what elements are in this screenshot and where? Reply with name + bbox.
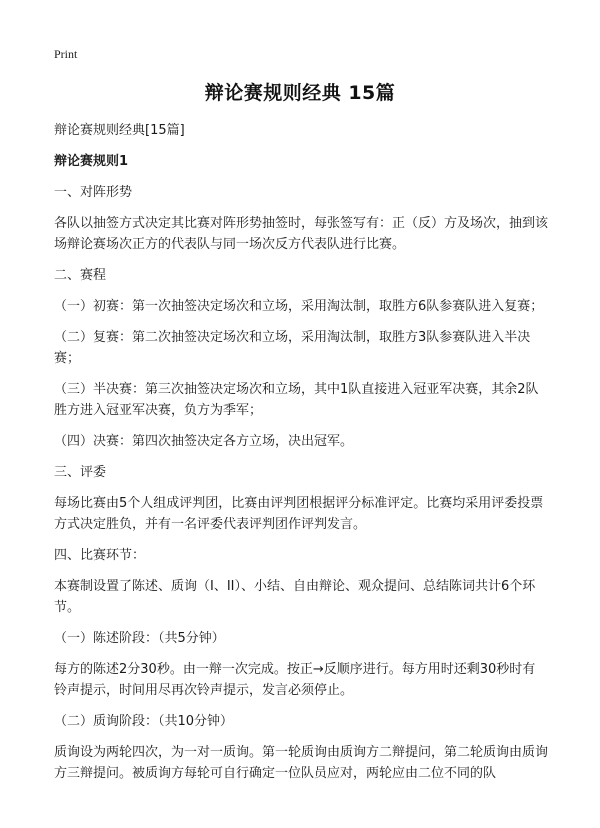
document-title: 辩论赛规则经典 15篇 bbox=[204, 82, 396, 104]
subheading-stages: 四、比赛环节： bbox=[54, 548, 146, 563]
paragraph-second-round: （二）复赛：第二次抽签决定场次和立场，采用淘汰制，取胜方3队参赛队进入半决赛； bbox=[54, 330, 531, 366]
document-body bbox=[54, 120, 548, 784]
subheading-questioning: （二）质询阶段：（共10分钟） bbox=[54, 714, 234, 729]
paragraph-stages: 本赛制设置了陈述、质询（I、II）、小结、自由辩论、观众提问、总结陈词共计6个环节。 bbox=[54, 579, 536, 615]
section-heading: 辩论赛规则1 bbox=[54, 154, 129, 169]
subtitle-line: 辩论赛规则经典[15篇] bbox=[54, 123, 185, 138]
paragraph-questioning: 质询设为两轮四次，为一对一质询。第一轮质询由质询方二辩提问，第二轮质询由质询方三辩提问。被质询方每轮可自行确定一位队员应对，两轮应由二位不同的队 bbox=[54, 745, 549, 781]
subheading-judges: 三、评委 bbox=[54, 465, 107, 480]
paragraph-final: （四）决赛：第四次抽签决定各方立场，决出冠军。 bbox=[54, 434, 354, 449]
subheading-statement: （一）陈述阶段：（共5分钟） bbox=[54, 631, 225, 646]
paragraph-judges: 每场比赛由5个人组成评判团，比赛由评判团根据评分标准评定。比赛均采用评委投票方式决定胜负，并有一名评委代表评判团作评判发言。 bbox=[54, 496, 544, 532]
paragraph-preliminary: （一）初赛：第一次抽签决定场次和立场，采用淘汰制，取胜方6队参赛队进入复赛； bbox=[54, 299, 544, 314]
subheading-schedule: 二、赛程 bbox=[54, 268, 107, 283]
paragraph-semifinal: （三）半决赛：第三次抽签决定场次和立场，其中1队直接进入冠亚军决赛，其余2队胜方进入冠亚军决赛，负方为季军； bbox=[54, 382, 539, 418]
subheading-formation: 一、对阵形势 bbox=[54, 185, 133, 200]
paragraph-statement: 每方的陈述2分30秒。由一辩一次完成。按正→反顺序进行。每方用时还剩30秒时有铃声提示，时间用尽再次铃声提示，发言必须停止。 bbox=[54, 662, 536, 698]
print-label: Print bbox=[54, 47, 78, 61]
paragraph-formation: 各队以抽签方式决定其比赛对阵形势抽签时，每张签写有：正（反）方及场次，抽到该场辩论赛场次正方的代表队与同一场次反方代表队进行比赛。 bbox=[54, 216, 549, 252]
